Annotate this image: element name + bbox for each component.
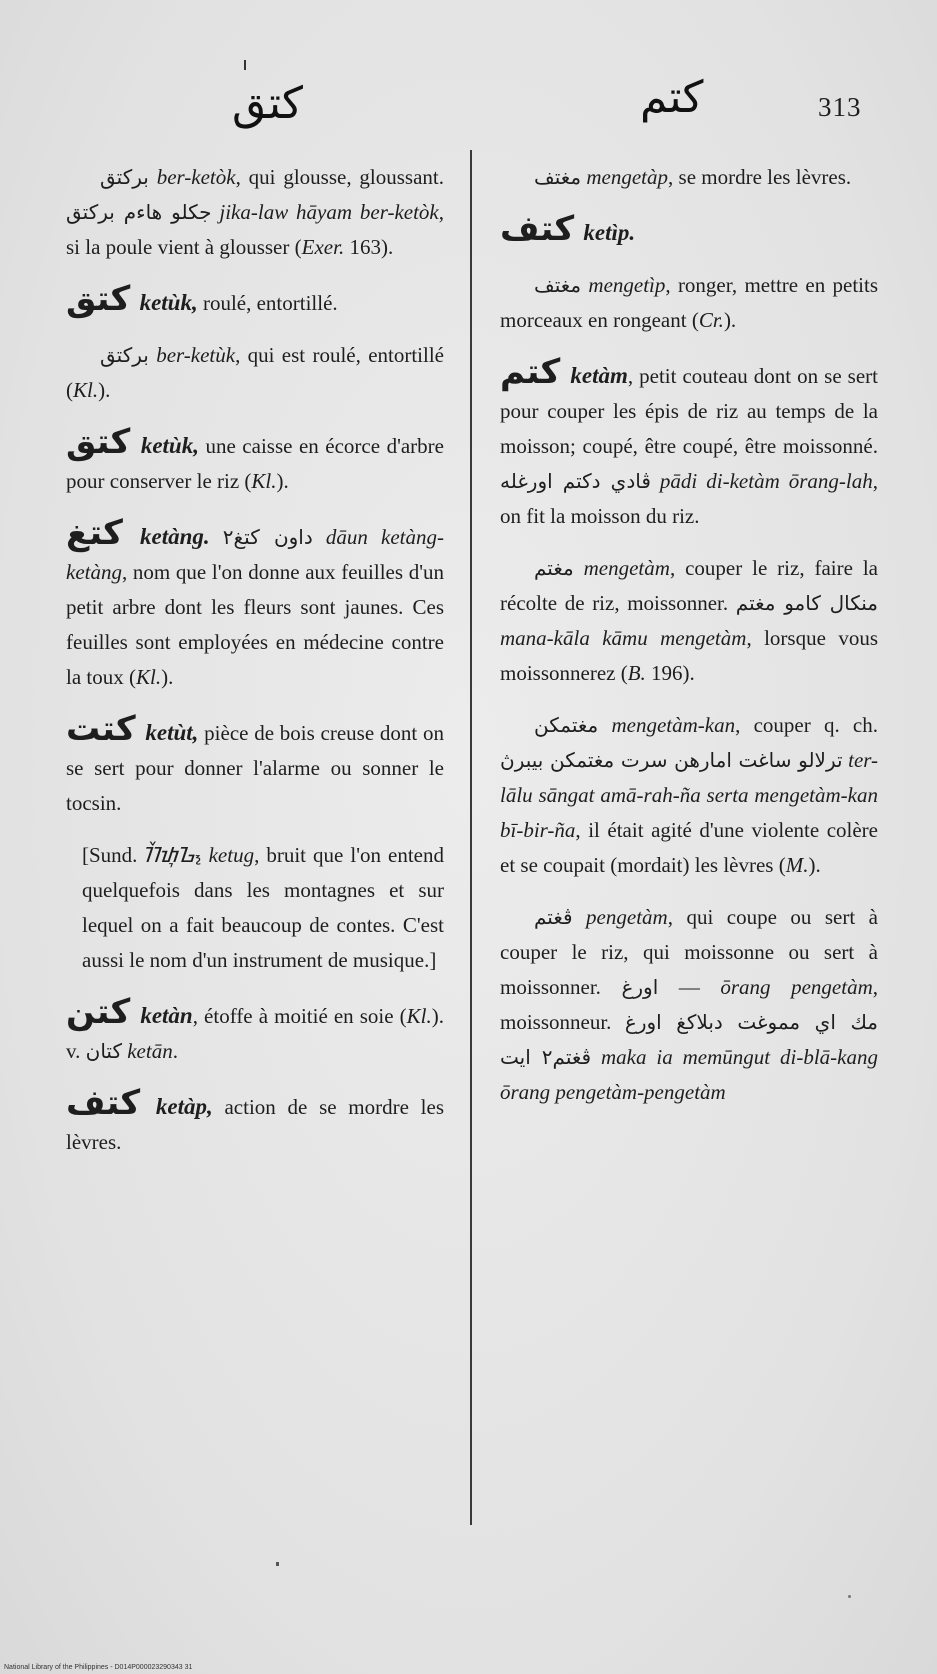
entry-mengetam-kan: مغتمكن mengetàm-kan, couper q. ch. ترلالو ساغت امارهن سرت مغتمكن بيبرڽ ter-lālu sāngat amā-rah-ña serta mengetàm-kan bī-bir-ña, il était agité d'une violente colère et se coupait (mordait) les lèvres (M.). xyxy=(500,713,879,877)
print-mark xyxy=(244,60,246,70)
entry-ketip: كتف ketìp. xyxy=(500,209,636,249)
library-footer: National Library of the Philippines - D014P000023290343 31 xyxy=(4,1664,193,1671)
left-column xyxy=(66,160,444,1177)
entry-mengetip: مغتف mengetìp, ronger, mettre en petits morceaux en rongeant (Cr.). xyxy=(500,273,878,332)
entry-ketan: كتن ketàn, étoffe à moitié en soie (Kl.). v. كتان ketān. xyxy=(66,992,444,1063)
entry-sundanese-note: [Sund. ᮊᮨᮒᮥᮌ᮪ ketug, bruit que l'on entend quelquefois dans les montagnes et sur lequel on a fait beaucoup de contes. C'est aussi le nom d'un instrument de musique.] xyxy=(82,843,444,972)
entry-ber-ketok: بركتق ber-ketòk, qui glousse, gloussant. جكلو هاءم بركتق jika-law hāyam ber-ketòk, si la poule vient à glousser (Exer. 163). xyxy=(66,165,445,259)
entry-ber-ketuk: بركتق ber-ketùk, qui est roulé, entortillé (Kl.). xyxy=(66,343,445,402)
entry-ketuk-2: كتق ketùk, une caisse en écorce d'arbre pour conserver le riz (Kl.). xyxy=(66,422,444,493)
entry-ketang: كتغ ketàng. داون كتغ٢ dāun ketàng-ketàng, nom que l'on donne aux feuilles d'un petit arbre dont les fleurs sont jaunes. Ces feuilles sont employées en médecine contre la toux (Kl.). xyxy=(66,513,444,689)
print-speck-2 xyxy=(848,1595,851,1598)
entry-ketut: كتت ketùt, pièce de bois creuse dont on se sert pour donner l'alarme ou sonner le tocsin. xyxy=(66,709,444,815)
print-speck xyxy=(276,1562,279,1566)
page-number: 313 xyxy=(818,92,862,122)
entry-ketuk-1: كتق ketùk, roulé, entortillé. xyxy=(66,279,338,319)
entry-mengetap: مغتف mengetàp, se mordre les lèvres. xyxy=(534,165,852,189)
column-divider xyxy=(470,150,472,1525)
entry-pengetam: ڤغتم pengetàm, qui coupe ou sert à couper le riz, qui moissonne ou sert à moissonner. اورغ — ōrang pengetàm, moissonneur. مك اي مموغت دبلاكغ اورغ ڤغتم٢ ايت maka ia memūngut di-blā-kang ōrang pengetàm-pengetàm xyxy=(500,905,879,1104)
header-right-arabic: كتم xyxy=(640,72,704,123)
header-left-arabic: كتق xyxy=(232,78,303,129)
entry-ketam: كتم ketàm, petit couteau dont on se sert pour couper les épis de riz au temps de la moisson; coupé, être coupé, être moissonné. ڤادي دكتم اورغله pādi di-ketàm ōrang-lah, on fit la moisson du riz. xyxy=(500,352,878,528)
right-column xyxy=(500,160,878,1127)
entry-mengetam: مغتم mengetàm, couper le riz, faire la récolte de riz, moissonner. منكال كامو مغتم mana-kāla kāmu mengetàm, lorsque vous moissonnerez (B. 196). xyxy=(500,556,879,685)
entry-ketap: كتف ketàp, action de se mordre les lèvres. xyxy=(66,1083,445,1154)
